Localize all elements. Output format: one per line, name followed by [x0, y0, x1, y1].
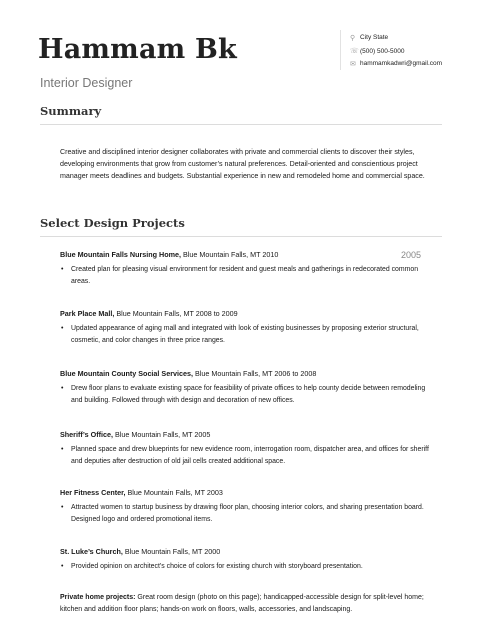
project-bullet: [60, 264, 430, 288]
project-bullet-text: Created plan for pleasing visual environment for resident and guest meals and gatherings in redecorated common areas.: [71, 266, 419, 285]
bullet-dot-icon: •: [61, 504, 64, 511]
project-bullet-text: Attracted women to startup business by drawing floor plan, choosing interior colors, and sharing presentation board. Designed logo and ordered promotional items.: [71, 504, 424, 523]
project-bullet: [60, 383, 430, 407]
resume-name: Hammam Bk: [38, 34, 237, 65]
project-name: Blue Mountain County Social Services,: [60, 369, 193, 378]
project-bullet: [60, 561, 430, 573]
project-item: [60, 249, 430, 288]
summary-heading: Summary: [40, 104, 102, 118]
bullet-dot-icon: •: [61, 563, 64, 570]
project-title: [60, 487, 430, 498]
private-projects-text: Great room design (photo on this page); handicapped-accessible design for split-level home; kitchen and addition floor plans; hands-on work on floors, walls, accessories, and landscaping.: [60, 594, 424, 613]
project-title: [60, 308, 430, 319]
project-title: [60, 249, 430, 260]
project-detail: Blue Mountain Falls, MT 2000: [122, 547, 221, 556]
project-name: Park Place Mall,: [60, 309, 115, 318]
phone-icon: ☏: [350, 47, 359, 55]
contact-location: [350, 31, 442, 44]
location-pin-icon: ⚲: [350, 34, 356, 42]
project-title: [60, 368, 430, 379]
project-name: Sheriff’s Office,: [60, 430, 113, 439]
project-title: [60, 546, 430, 557]
project-title: [60, 429, 430, 440]
bullet-dot-icon: •: [61, 325, 64, 332]
year-note: 2005: [401, 250, 422, 260]
project-item: [60, 546, 430, 573]
project-detail: Blue Mountain Falls, MT 2006 to 2008: [193, 369, 317, 378]
project-item: [60, 487, 430, 526]
project-bullet-text: Provided opinion on architect’s choice of colors for existing church with storyboard presentation.: [71, 563, 363, 570]
contact-phone-text: (500) 500-5000: [360, 47, 405, 55]
envelope-icon: ✉: [350, 60, 356, 68]
contact-email: [350, 57, 442, 70]
projects-heading: Select Design Projects: [40, 216, 185, 230]
bullet-dot-icon: •: [61, 446, 64, 453]
contact-email-text: hammamkadwri@gmail.com: [360, 60, 443, 67]
project-detail: Blue Mountain Falls, MT 2003: [125, 488, 223, 497]
summary-rule: [40, 124, 442, 125]
resume-role: Interior Designer: [40, 76, 133, 90]
project-name: St. Luke’s Church,: [60, 547, 123, 556]
project-bullet-text: Updated appearance of aging mall and integrated with look of existing businesses by proposing exterior structural, cosmetic, and color changes in three price ranges.: [71, 325, 419, 344]
bullet-dot-icon: •: [61, 266, 64, 273]
project-name: Blue Mountain Falls Nursing Home,: [60, 250, 181, 259]
project-detail: Blue Mountain Falls, MT 2010: [181, 250, 279, 259]
project-item: [60, 368, 430, 407]
projects-rule: [40, 236, 442, 237]
contact-block: [350, 31, 442, 70]
project-name: Her Fitness Center,: [60, 488, 126, 497]
project-detail: Blue Mountain Falls, MT 2005: [112, 430, 211, 439]
contact-divider: [340, 30, 341, 70]
project-bullet: [60, 323, 430, 347]
private-projects-label: Private home projects:: [60, 594, 136, 601]
project-item: [60, 308, 430, 347]
contact-location-text: City State: [360, 34, 389, 41]
summary-text: Creative and disciplined interior designer collaborates with private and commercial clients to discover their styles, developing environments that grow from customer’s natural preferences. Detail-oriented and conscientious project manager meets deadlines and budgets. Substantial experience in new and remodeled home and commercial space.: [60, 148, 425, 181]
contact-phone: [350, 44, 442, 57]
project-bullet: [60, 444, 430, 468]
private-projects: [60, 592, 432, 616]
project-bullet-text: Drew floor plans to evaluate existing space for feasibility of private offices to help county decide between remodeling and building. Followed through with design and decoration of new offices.: [71, 385, 426, 404]
bullet-dot-icon: •: [61, 385, 64, 392]
project-bullet-text: Planned space and drew blueprints for new evidence room, interrogation room, dispatcher area, and offices for sheriff and deputies after destruction of old jail cells created additional space.: [71, 446, 429, 465]
project-bullet: [60, 502, 430, 526]
project-detail: Blue Mountain Falls, MT 2008 to 2009: [114, 309, 238, 318]
project-item: [60, 429, 430, 468]
